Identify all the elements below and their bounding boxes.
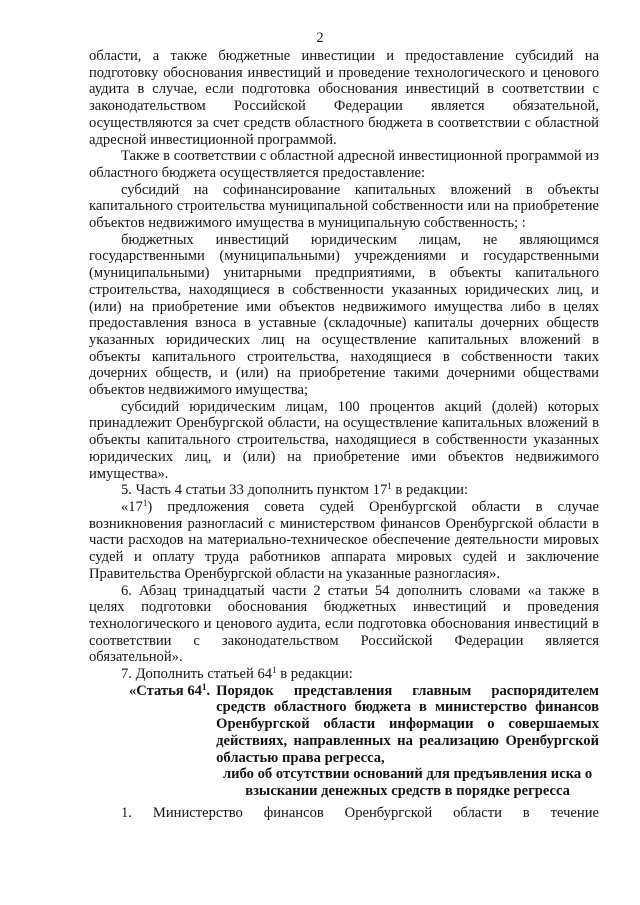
paragraph: Также в соответствии с областной адресной инвестиционной программой из областного бюджета осуществляется предоставление: xyxy=(89,148,599,181)
paragraph xyxy=(89,499,599,583)
paragraph xyxy=(89,666,599,683)
document-body xyxy=(89,48,599,821)
paragraph-text: ) предложения совета судей Оренбургской области в случае возникновения разногласий с министерством финансов Оренбургской области в части расходов на материально-техническое обеспечение деятельности мировых судей и оплату труда работников аппарата мировых судей и заключение Правительства Оренбургской области на указанные разногласия». xyxy=(89,498,599,582)
superscript: 1 xyxy=(387,481,392,492)
article-label-text: . xyxy=(206,682,211,699)
paragraph: субсидий юридическим лицам, 100 процентов акций (долей) которых принадлежит Оренбургской области, на осуществление капитальных вложений в объекты капитального строительства, находящиеся в собственности указанных юридических лиц, и (или) на приобретение ими объектов недвижимого имущества». xyxy=(89,398,599,482)
page-number: 2 xyxy=(316,30,324,46)
paragraph-text: 7. Дополнить статьей 64 xyxy=(121,666,273,683)
paragraph: субсидий на софинансирование капитальных вложений в объекты капитального строительства муниципальной собственности или на приобретение объектов недвижимого имущества в муниципальную собственность; : xyxy=(89,181,599,232)
paragraph: области, а также бюджетные инвестиции и предоставление субсидий на подготовку обоснования инвестиций и проведение технологического и ценового аудита в случае, если подготовка обоснования инвестиций в соответствии с законодательством Российской Федерации является обязательной, осуществляются за счет средств областного бюджета в соответствии с областной адресной инвестиционной программой. xyxy=(89,48,599,148)
superscript: 1 xyxy=(201,681,207,692)
article-label-text: «Статья 64 xyxy=(129,682,202,699)
paragraph-text: «17 xyxy=(121,498,143,515)
paragraph: 1. Министерство финансов Оренбургской области в течение xyxy=(121,804,599,821)
article-title-tail: либо об отсутствии оснований для предъявления иска о взыскании денежных средств в порядке регресса xyxy=(222,766,593,799)
superscript: 1 xyxy=(142,497,148,508)
superscript: 1 xyxy=(272,665,277,676)
article-title xyxy=(216,683,599,800)
paragraph: 6. Абзац тринадцатый части 2 статьи 54 дополнить словами «а также в целях подготовки обоснования бюджетных инвестиций и проведения технологического и ценового аудита, если подготовка обоснования инвестиций в соответствии с законодательством Российской Федерации является обязательной». xyxy=(89,582,599,666)
paragraph-text: 5. Часть 4 статьи 33 дополнить пунктом 17 xyxy=(121,482,388,499)
paragraph: бюджетных инвестиций юридическим лицам, не являющимся государственными (муниципальными) учреждениями и государственными (муниципальными) унитарными предприятиями, в объекты капитального строительства, находящиеся в собственности указанных юридических лиц, и (или) на приобретение ими объектов недвижимого имущества либо в целях предоставления взноса в уставные (складочные) капиталы дочерних обществ указанных юридических лиц на осуществление капитальных вложений в объекты капитального строительства, находящиеся в собственности таких дочерних обществ, и (или) на приобретение такими дочерними обществами объектов недвижимого имущества; xyxy=(89,231,599,399)
paragraph-text: в редакции: xyxy=(276,666,353,683)
paragraph xyxy=(89,482,599,499)
paragraph-text: в редакции: xyxy=(391,482,468,499)
article-label xyxy=(89,683,216,800)
article-title-text: Порядок представления главным распорядителем средств областного бюджета в министерство финансов Оренбургской области информации о совершаемых действиях, направленных на реализацию Оренбургской областью права регресса, xyxy=(216,682,599,766)
article-heading xyxy=(89,683,599,800)
